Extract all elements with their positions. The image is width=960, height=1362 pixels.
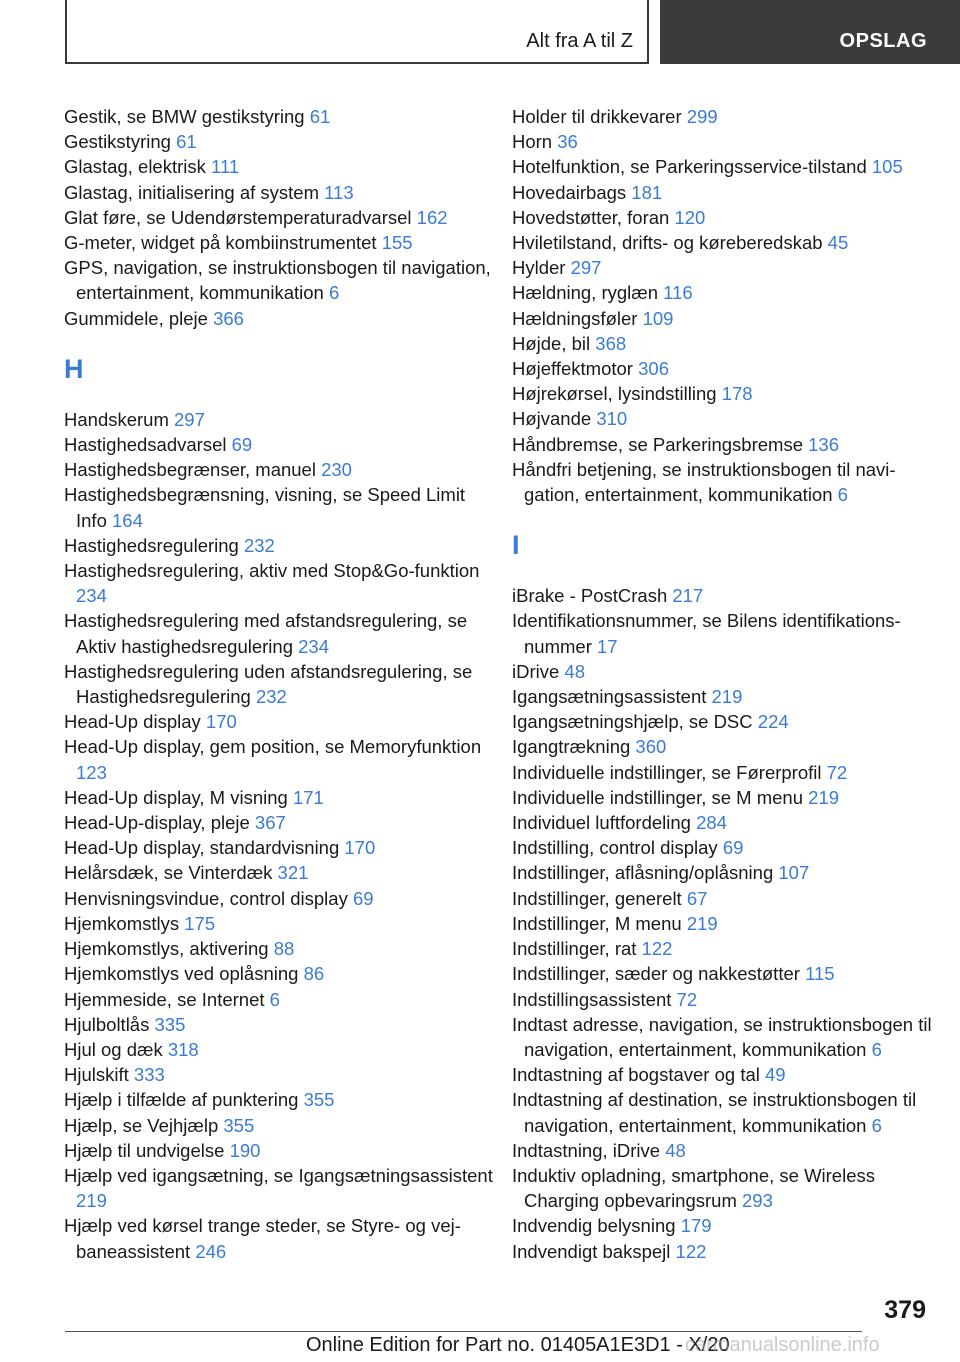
index-entry-term: Individuelle indstillinger, se M menu <box>512 786 809 808</box>
index-entry <box>64 230 494 255</box>
index-entry-page-link[interactable]: 72 <box>676 988 698 1010</box>
index-entry-page-link[interactable]: 171 <box>292 786 324 808</box>
index-entry-page-link[interactable]: 116 <box>663 282 693 304</box>
index-column-right <box>512 104 932 1264</box>
index-entry <box>512 205 932 230</box>
index-entry <box>512 608 932 658</box>
index-entry <box>64 1163 494 1213</box>
index-entry-term: Højvande <box>512 408 597 430</box>
index-entry-page-link[interactable]: 122 <box>675 1240 707 1262</box>
index-entry-term: Holder til drikkevarer <box>512 106 687 127</box>
index-entry-page-link[interactable]: 48 <box>564 660 585 682</box>
index-entry-page-link[interactable]: 162 <box>416 206 448 228</box>
index-entry <box>64 558 494 608</box>
index-entry-page-link[interactable]: 321 <box>277 862 309 884</box>
index-entry-term: Igangsætningsassistent <box>512 686 712 708</box>
index-entry <box>64 255 494 305</box>
index-entry-term: Indstillingsassistent <box>512 988 677 1010</box>
index-entry-term: Gummidele, pleje <box>64 307 214 329</box>
index-entry-term: Indtastning af bogstaver og tal <box>512 1064 766 1086</box>
index-entry-page-link[interactable]: 88 <box>273 938 295 960</box>
index-entry-page-link[interactable]: 318 <box>167 1038 199 1060</box>
index-entry <box>512 432 932 457</box>
index-entry-page-link[interactable]: 234 <box>298 635 330 657</box>
index-entry <box>512 255 932 280</box>
index-entry <box>64 104 494 129</box>
index-entry-term: Igangtrækning <box>512 736 636 758</box>
index-entry-page-link[interactable]: 219 <box>686 912 718 934</box>
index-entry <box>512 306 932 331</box>
index-entry <box>512 1012 932 1062</box>
index-entry <box>512 280 932 305</box>
index-entry-term: Hældning, ryglæn <box>512 282 664 304</box>
index-entry-page-link[interactable]: 6 <box>269 988 280 1010</box>
index-entry-page-link[interactable]: 136 <box>808 433 840 455</box>
index-entry <box>64 961 494 986</box>
index-entry-term: Head-Up display, gem position, se Memoryfunktion <box>64 736 482 758</box>
index-entry-term: Hjælp ved igangsætning, se Igangsætningsassistent <box>64 1164 493 1186</box>
index-entry <box>512 961 932 986</box>
index-entry-term: Individuel luftfordeling <box>512 812 697 834</box>
index-entry-term: Helårsdæk, se Vinterdæk <box>64 862 278 884</box>
index-entry-term: Indtastning, iDrive <box>512 1139 666 1161</box>
index-entry-term: Gestikstyring <box>64 131 177 153</box>
index-entry-page-link[interactable]: 67 <box>686 887 708 909</box>
index-entry-term: Hjulboltlås <box>64 1013 155 1035</box>
index-entry <box>512 936 932 961</box>
index-entry-term: Head-Up display, M visning <box>64 786 293 808</box>
index-entry-term: Hastighedsbegrænsning, visning, se Speed Limit Info <box>64 484 466 531</box>
index-entry-page-link[interactable]: 232 <box>243 534 275 556</box>
index-entry-term: Håndfri betjening, se instruktionsbogen til navigation, entertainment, kommunikation <box>512 458 896 506</box>
index-entry <box>64 205 494 230</box>
index-entry <box>512 810 932 835</box>
index-entry-page-link[interactable]: 109 <box>642 307 674 329</box>
index-entry <box>64 1113 494 1138</box>
index-entry <box>64 432 494 457</box>
index-entry <box>512 785 932 810</box>
index-entry <box>64 659 494 709</box>
index-entry-term: Indstillinger, M menu <box>512 912 687 934</box>
index-entry-page-link[interactable]: 224 <box>757 711 789 733</box>
index-entry <box>512 331 932 356</box>
header-title-box <box>65 0 649 64</box>
watermark: carmanualsonline.info <box>685 1334 880 1356</box>
index-entry-term: Hjemkomstlys, aktivering <box>64 938 274 960</box>
index-entry-page-link[interactable]: 123 <box>76 761 107 783</box>
index-entry-page-link[interactable]: 246 <box>195 1240 227 1262</box>
index-entry <box>512 1087 932 1137</box>
index-entry-page-link[interactable]: 297 <box>174 408 205 430</box>
index-entry <box>64 835 494 860</box>
index-entry <box>64 608 494 658</box>
index-entry-term: Indstilling, control display <box>512 837 723 859</box>
index-entry <box>512 1239 932 1264</box>
index-entry <box>512 659 932 684</box>
index-entry-term: Indtastning af destination, se instruktionsbogen til navigation, entertainment, kommunikation <box>512 1089 917 1136</box>
index-entry <box>512 886 932 911</box>
index-entry-term: Hjælp til undvigelse <box>64 1139 230 1161</box>
index-entry-term: Hastighedsadvarsel <box>64 434 232 456</box>
index-entry-page-link[interactable]: 48 <box>665 1139 686 1161</box>
index-entry-page-link[interactable]: 232 <box>255 686 287 708</box>
index-entry-page-link[interactable]: 6 <box>871 1038 882 1060</box>
index-entry-term: Hovedstøtter, foran <box>512 206 675 228</box>
index-column-left <box>64 104 494 1264</box>
index-entry-page-link[interactable]: 230 <box>321 459 352 481</box>
index-entry <box>512 911 932 936</box>
index-entry-page-link[interactable]: 293 <box>742 1190 773 1212</box>
index-entry-term: Hylder <box>512 257 571 279</box>
index-entry-term: Indstillinger, generelt <box>512 887 687 909</box>
index-entry-page-link[interactable]: 69 <box>722 837 744 859</box>
footer-divider <box>65 1331 862 1332</box>
index-entry-page-link[interactable]: 297 <box>570 257 602 279</box>
index-entry <box>512 1062 932 1087</box>
index-entry-term: Hjul og dæk <box>64 1038 168 1060</box>
index-entry-term: Hjemmeside, se Internet <box>64 988 270 1010</box>
index-entry-page-link[interactable]: 219 <box>808 786 840 808</box>
index-entry-term: Hjælp ved kørsel trange steder, se Styre- og vejbaneassistent <box>64 1215 461 1262</box>
index-entry-term: Hjælp, se Vejhjælp <box>64 1114 224 1136</box>
index-entry-term: Indvendigt bakspejl <box>512 1240 676 1262</box>
index-entry-term: iDrive <box>512 660 565 682</box>
index-entry <box>512 860 932 885</box>
index-entry <box>512 180 932 205</box>
index-entry-term: Håndbremse, se Parkeringsbremse <box>512 433 809 455</box>
index-entry <box>64 457 494 482</box>
index-entry-page-link[interactable]: 175 <box>184 912 216 934</box>
index-letter-heading: H <box>64 353 84 384</box>
index-entry-term: Hjulskift <box>64 1064 134 1086</box>
index-entry-page-link[interactable]: 61 <box>176 131 197 153</box>
index-entry-page-link[interactable]: 72 <box>826 761 848 783</box>
index-entry <box>512 129 932 154</box>
index-entry-page-link[interactable]: 284 <box>696 812 727 834</box>
index-entry-page-link[interactable]: 179 <box>680 1215 712 1237</box>
index-entry-term: Identifikationsnummer, se Bilens identifikationsnummer <box>512 610 901 657</box>
index-entry <box>64 1062 494 1087</box>
index-entry-page-link[interactable]: 69 <box>352 887 374 909</box>
index-entry <box>512 835 932 860</box>
index-entry-page-link[interactable]: 17 <box>597 635 618 657</box>
index-entry-term: Igangsætningshjælp, se DSC <box>512 711 758 733</box>
index-entry-page-link[interactable]: 115 <box>805 963 835 985</box>
index-entry-page-link[interactable]: 36 <box>557 131 578 153</box>
index-entry <box>64 129 494 154</box>
index-entry-term: G-meter, widget på kombiinstrumentet <box>64 232 382 254</box>
index-entry <box>512 987 932 1012</box>
index-entry <box>512 154 932 179</box>
footer-edition: Online Edition for Part no. 01405A1E3D1 - X/20 <box>306 1334 730 1356</box>
index-entry-page-link[interactable]: 178 <box>721 383 753 405</box>
index-entry-page-link[interactable]: 366 <box>213 307 244 329</box>
index-entry-page-link[interactable]: 86 <box>303 963 325 985</box>
index-entry <box>64 886 494 911</box>
index-entry-term: Hjælp i tilfælde af punktering <box>64 1089 304 1111</box>
index-entry-term: Glat føre, se Udendørstemperaturadvarsel <box>64 206 417 228</box>
index-entry <box>512 1163 932 1213</box>
index-entry <box>64 180 494 205</box>
index-entry-term: Højrekørsel, lysindstilling <box>512 383 722 405</box>
index-entry-page-link[interactable]: 368 <box>595 332 627 354</box>
index-entry-page-link[interactable]: 105 <box>871 156 903 178</box>
index-entry-term: Hjemkomstlys <box>64 912 185 934</box>
index-entry <box>64 482 494 532</box>
index-entry-term: Indtast adresse, navigation, se instruktionsbogen til navigation, entertainment, kommunikation <box>512 1013 932 1060</box>
index-entry <box>64 1213 494 1263</box>
index-entry <box>64 407 494 432</box>
index-entry-term: Glastag, initialisering af system <box>64 181 325 203</box>
index-entry-page-link[interactable]: 107 <box>778 862 810 884</box>
index-entry-term: Hastighedsbegrænser, manuel <box>64 459 322 481</box>
index-entry <box>64 785 494 810</box>
index-entry-page-link[interactable]: 367 <box>254 812 286 834</box>
index-entry-page-link[interactable]: 113 <box>324 181 354 203</box>
index-entry-page-link[interactable]: 69 <box>231 434 253 456</box>
index-entry <box>512 1213 932 1238</box>
index-entry-term: Indstillinger, sæder og nakkestøtter <box>512 963 806 985</box>
index-entry <box>512 760 932 785</box>
index-entry <box>64 987 494 1012</box>
index-entry-term: Hotelfunktion, se Parkeringsservice-tilstand <box>512 156 872 178</box>
index-entry-page-link[interactable]: 120 <box>674 206 706 228</box>
index-entry-page-link[interactable]: 190 <box>229 1139 261 1161</box>
index-entry-term: Hviletilstand, drifts- og køreberedskab <box>512 232 828 254</box>
section-title: Alt fra A til Z <box>526 30 633 52</box>
index-letter-heading: I <box>512 530 520 561</box>
index-entry-term: Induktiv opladning, smartphone, se Wireless Charging opbevaringsrum <box>512 1164 875 1212</box>
index-entry <box>64 154 494 179</box>
index-entry-term: Indstillinger, rat <box>512 938 642 960</box>
section-tab: OPSLAG <box>839 30 927 52</box>
index-entry <box>512 583 932 608</box>
index-entry <box>64 1012 494 1037</box>
index-entry-term: Gestik, se BMW gestikstyring <box>64 106 310 127</box>
index-entry <box>64 936 494 961</box>
index-entry-page-link[interactable]: 164 <box>112 509 143 531</box>
index-entry-page-link[interactable]: 181 <box>631 181 663 203</box>
index-entry-term: Hastighedsregulering med afstandsregulering, se Aktiv hastighedsregulering <box>64 610 468 657</box>
index-entry <box>64 533 494 558</box>
index-entry <box>512 709 932 734</box>
index-entry-term: GPS, navigation, se instruktionsbogen til navigation, entertainment, kommunikation <box>64 257 491 304</box>
index-entry <box>512 734 932 759</box>
index-entry-page-link[interactable]: 6 <box>837 484 848 506</box>
index-entry-page-link[interactable]: 122 <box>641 938 673 960</box>
index-entry-page-link[interactable]: 219 <box>76 1190 107 1212</box>
index-entry-page-link[interactable]: 306 <box>638 358 669 380</box>
index-entry-page-link[interactable]: 170 <box>205 711 237 733</box>
index-entry-page-link[interactable]: 310 <box>596 408 628 430</box>
index-entry-term: Hovedairbags <box>512 181 632 203</box>
index-entry <box>512 406 932 431</box>
index-entry <box>64 1138 494 1163</box>
index-entry-page-link[interactable]: 335 <box>154 1013 186 1035</box>
index-entry <box>64 1087 494 1112</box>
index-entry <box>64 306 494 331</box>
index-entry-term: Head-Up display, standardvisning <box>64 837 345 859</box>
index-entry <box>64 860 494 885</box>
index-entry-page-link[interactable]: 360 <box>635 736 667 758</box>
index-entry <box>512 684 932 709</box>
index-entry-page-link[interactable]: 111 <box>211 156 240 178</box>
index-entry <box>512 104 932 129</box>
index-entry-term: Hjemkomstlys ved oplåsning <box>64 963 304 985</box>
index-entry-term: Hastighedsregulering uden afstandsregulering, se Hastighedsregulering <box>64 660 473 708</box>
index-entry-term: Horn <box>512 131 558 153</box>
index-entry-page-link[interactable]: 45 <box>827 232 849 254</box>
index-entry <box>64 734 494 784</box>
index-entry-page-link[interactable]: 333 <box>133 1064 165 1086</box>
index-entry-page-link[interactable]: 61 <box>309 106 331 127</box>
index-entry-term: Højeffektmotor <box>512 358 639 380</box>
index-entry <box>64 810 494 835</box>
index-entry-term: Indvendig belysning <box>512 1215 681 1237</box>
index-entry <box>512 457 932 507</box>
index-entry <box>64 1037 494 1062</box>
index-entry-term: Individuelle indstillinger, se Førerprofil <box>512 761 827 783</box>
index-entry <box>512 381 932 406</box>
index-entry <box>512 1138 932 1163</box>
index-entry-term: Henvisningsvindue, control display <box>64 887 353 909</box>
index-entry-page-link[interactable]: 170 <box>344 837 376 859</box>
index-entry-page-link[interactable]: 49 <box>765 1064 786 1086</box>
index-entry-page-link[interactable]: 234 <box>76 585 107 607</box>
index-entry-page-link[interactable]: 355 <box>303 1089 335 1111</box>
index-entry-term: Handskerum <box>64 408 175 430</box>
index-entry-page-link[interactable]: 219 <box>711 686 743 708</box>
index-entry-term: Glastag, elektrisk <box>64 156 212 178</box>
page-number: 379 <box>884 1296 926 1324</box>
index-entry <box>512 230 932 255</box>
index-entry-term: Head-Up display <box>64 711 206 733</box>
index-entry-term: Head-Up-display, pleje <box>64 812 255 834</box>
index-entry-term: Hældningsføler <box>512 307 643 329</box>
index-entry-page-link[interactable]: 299 <box>686 106 718 127</box>
index-entry-term: Indstillinger, aflåsning/oplåsning <box>512 862 779 884</box>
index-entry-page-link[interactable]: 355 <box>223 1114 255 1136</box>
index-entry-page-link[interactable]: 6 <box>328 282 340 304</box>
index-entry <box>64 911 494 936</box>
index-entry-page-link[interactable]: 217 <box>672 585 704 607</box>
index-entry-page-link[interactable]: 155 <box>381 232 413 254</box>
index-entry-term: Højde, bil <box>512 332 596 354</box>
index-entry <box>512 356 932 381</box>
index-entry-term: Hastighedsregulering, aktiv med Stop&Go-funktion <box>64 560 480 582</box>
index-entry <box>64 709 494 734</box>
index-entry-term: iBrake - PostCrash <box>512 585 673 607</box>
index-entry-term: Hastighedsregulering <box>64 534 244 556</box>
index-entry-page-link[interactable]: 6 <box>871 1114 882 1136</box>
header-tab-box <box>660 0 960 64</box>
